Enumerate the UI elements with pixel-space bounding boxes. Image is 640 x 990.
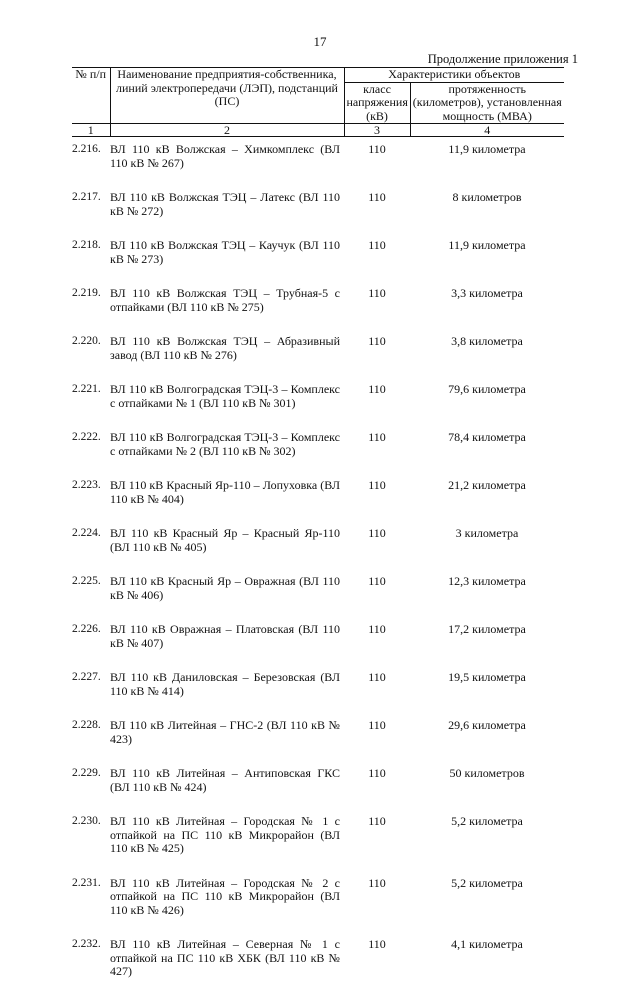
row-voltage: 110 <box>368 718 386 732</box>
row-number: 2.229. <box>72 767 101 779</box>
table-row <box>72 565 564 613</box>
header-index-4: 4 <box>410 124 564 137</box>
table-row <box>72 469 564 517</box>
continuation-label: Продолжение приложения 1 <box>427 52 578 66</box>
row-voltage: 110 <box>368 142 386 156</box>
header-number: № п/п <box>72 68 110 124</box>
row-voltage: 110 <box>368 814 386 828</box>
table-row <box>72 421 564 469</box>
row-name: ВЛ 110 кВ Волгоградская ТЭЦ-3 – Комплекс с отпайками № 1 (ВЛ 110 кВ № 301) <box>110 382 340 410</box>
row-number: 2.216. <box>72 143 101 155</box>
table-row <box>72 181 564 229</box>
row-voltage: 110 <box>368 238 386 252</box>
row-number: 2.217. <box>72 191 101 203</box>
row-voltage: 110 <box>368 526 386 540</box>
row-name: ВЛ 110 кВ Красный Яр – Овражная (ВЛ 110 кВ № 406) <box>110 574 340 602</box>
row-voltage: 110 <box>368 937 386 951</box>
header-index-1: 1 <box>72 124 110 137</box>
table-row <box>72 757 564 805</box>
table-row <box>72 373 564 421</box>
row-name: ВЛ 110 кВ Даниловская – Березовская (ВЛ 110 кВ № 414) <box>110 670 340 698</box>
row-voltage: 110 <box>368 478 386 492</box>
row-length: 19,5 километра <box>448 670 526 684</box>
row-voltage: 110 <box>368 574 386 588</box>
row-voltage: 110 <box>368 190 386 204</box>
row-name: ВЛ 110 кВ Литейная – Северная № 1 с отпайкой на ПС 110 кВ ХБК (ВЛ 110 кВ № 427) <box>110 937 340 978</box>
row-number: 2.227. <box>72 671 101 683</box>
row-number: 2.228. <box>72 719 101 731</box>
row-length: 3,3 километра <box>451 286 523 300</box>
row-name: ВЛ 110 кВ Волжская ТЭЦ – Абразивный завод (ВЛ 110 кВ № 276) <box>110 334 340 362</box>
row-voltage: 110 <box>368 875 386 890</box>
row-length: 5,2 километра <box>451 875 523 890</box>
row-number: 2.221. <box>72 383 101 395</box>
row-voltage: 110 <box>368 670 386 684</box>
row-number: 2.232. <box>72 938 101 950</box>
row-length: 78,4 километра <box>448 430 526 444</box>
row-length: 3,8 километра <box>451 334 523 348</box>
row-name: ВЛ 110 кВ Литейная – ГНС-2 (ВЛ 110 кВ № 423) <box>110 718 340 746</box>
table-row <box>72 867 564 929</box>
row-number: 2.220. <box>72 335 101 347</box>
row-length: 21,2 километра <box>448 478 526 492</box>
row-number: 2.218. <box>72 239 101 251</box>
row-length: 11,9 километра <box>448 142 526 156</box>
header-index-3: 3 <box>344 124 410 137</box>
row-length: 5,2 километра <box>451 814 523 828</box>
row-voltage: 110 <box>368 766 386 780</box>
row-name: ВЛ 110 кВ Волжская ТЭЦ – Каучук (ВЛ 110 кВ № 273) <box>110 238 340 266</box>
row-name: ВЛ 110 кВ Литейная – Антиповская ГКС (ВЛ 110 кВ № 424) <box>110 766 340 794</box>
row-number: 2.230. <box>72 815 101 827</box>
row-number: 2.226. <box>72 623 101 635</box>
row-length: 79,6 километра <box>448 382 526 396</box>
header-voltage: класс напряжения (кВ) <box>344 82 410 124</box>
table-row <box>72 928 564 990</box>
row-length: 17,2 километра <box>448 622 526 636</box>
table-row <box>72 709 564 757</box>
row-voltage: 110 <box>368 622 386 636</box>
table-row <box>72 325 564 373</box>
table-row <box>72 805 564 867</box>
row-length: 4,1 километра <box>451 937 523 951</box>
header-index-2: 2 <box>110 124 344 137</box>
objects-table <box>72 67 564 990</box>
row-voltage: 110 <box>368 430 386 444</box>
row-number: 2.219. <box>72 287 101 299</box>
row-number: 2.225. <box>72 575 101 587</box>
row-number: 2.222. <box>72 431 101 443</box>
row-name: ВЛ 110 кВ Волгоградская ТЭЦ-3 – Комплекс с отпайками № 2 (ВЛ 110 кВ № 302) <box>110 430 340 458</box>
table-row <box>72 517 564 565</box>
row-length: 50 километров <box>449 766 525 780</box>
row-name: ВЛ 110 кВ Овражная – Платовская (ВЛ 110 кВ № 407) <box>110 622 340 650</box>
row-voltage: 110 <box>368 334 386 348</box>
row-name: ВЛ 110 кВ Красный Яр-110 – Лопуховка (ВЛ 110 кВ № 404) <box>110 478 340 506</box>
row-name: ВЛ 110 кВ Волжская – Химкомплекс (ВЛ 110 кВ № 267) <box>110 142 340 170</box>
table-row <box>72 661 564 709</box>
row-length: 29,6 километра <box>448 718 526 732</box>
row-length: 8 километров <box>452 190 522 204</box>
table-row <box>72 229 564 277</box>
row-length: 11,9 километра <box>448 238 526 252</box>
row-name: ВЛ 110 кВ Литейная – Городская № 1 с отпайкой на ПС 110 кВ Микрорайон (ВЛ 110 кВ № 425) <box>110 814 340 855</box>
row-voltage: 110 <box>368 286 386 300</box>
row-length: 12,3 километра <box>448 574 526 588</box>
table-row <box>72 613 564 661</box>
row-number: 2.224. <box>72 527 101 539</box>
header-characteristics: Характеристики объектов <box>344 68 564 83</box>
row-name: ВЛ 110 кВ Волжская ТЭЦ – Трубная-5 с отпайками (ВЛ 110 кВ № 275) <box>110 286 340 314</box>
header-name: Наименование предприятия-собственника, линий электропередачи (ЛЭП), подстанций (ПС) <box>110 68 344 124</box>
row-length: 3 километра <box>455 526 519 540</box>
row-name: ВЛ 110 кВ Красный Яр – Красный Яр-110 (ВЛ 110 кВ № 405) <box>110 526 340 554</box>
table-row <box>72 137 564 182</box>
row-voltage: 110 <box>368 382 386 396</box>
table-row <box>72 277 564 325</box>
row-number: 2.231. <box>72 876 101 889</box>
page-number: 17 <box>313 34 327 49</box>
row-number: 2.223. <box>72 479 101 491</box>
row-name: ВЛ 110 кВ Волжская ТЭЦ – Латекс (ВЛ 110 кВ № 272) <box>110 190 340 218</box>
header-length: протяженность (километров), установленная мощность (МВА) <box>410 82 564 124</box>
row-name: ВЛ 110 кВ Литейная – Городская № 2 с отпайкой на ПС 110 кВ Микрорайон (ВЛ 110 кВ № 426) <box>110 875 340 917</box>
